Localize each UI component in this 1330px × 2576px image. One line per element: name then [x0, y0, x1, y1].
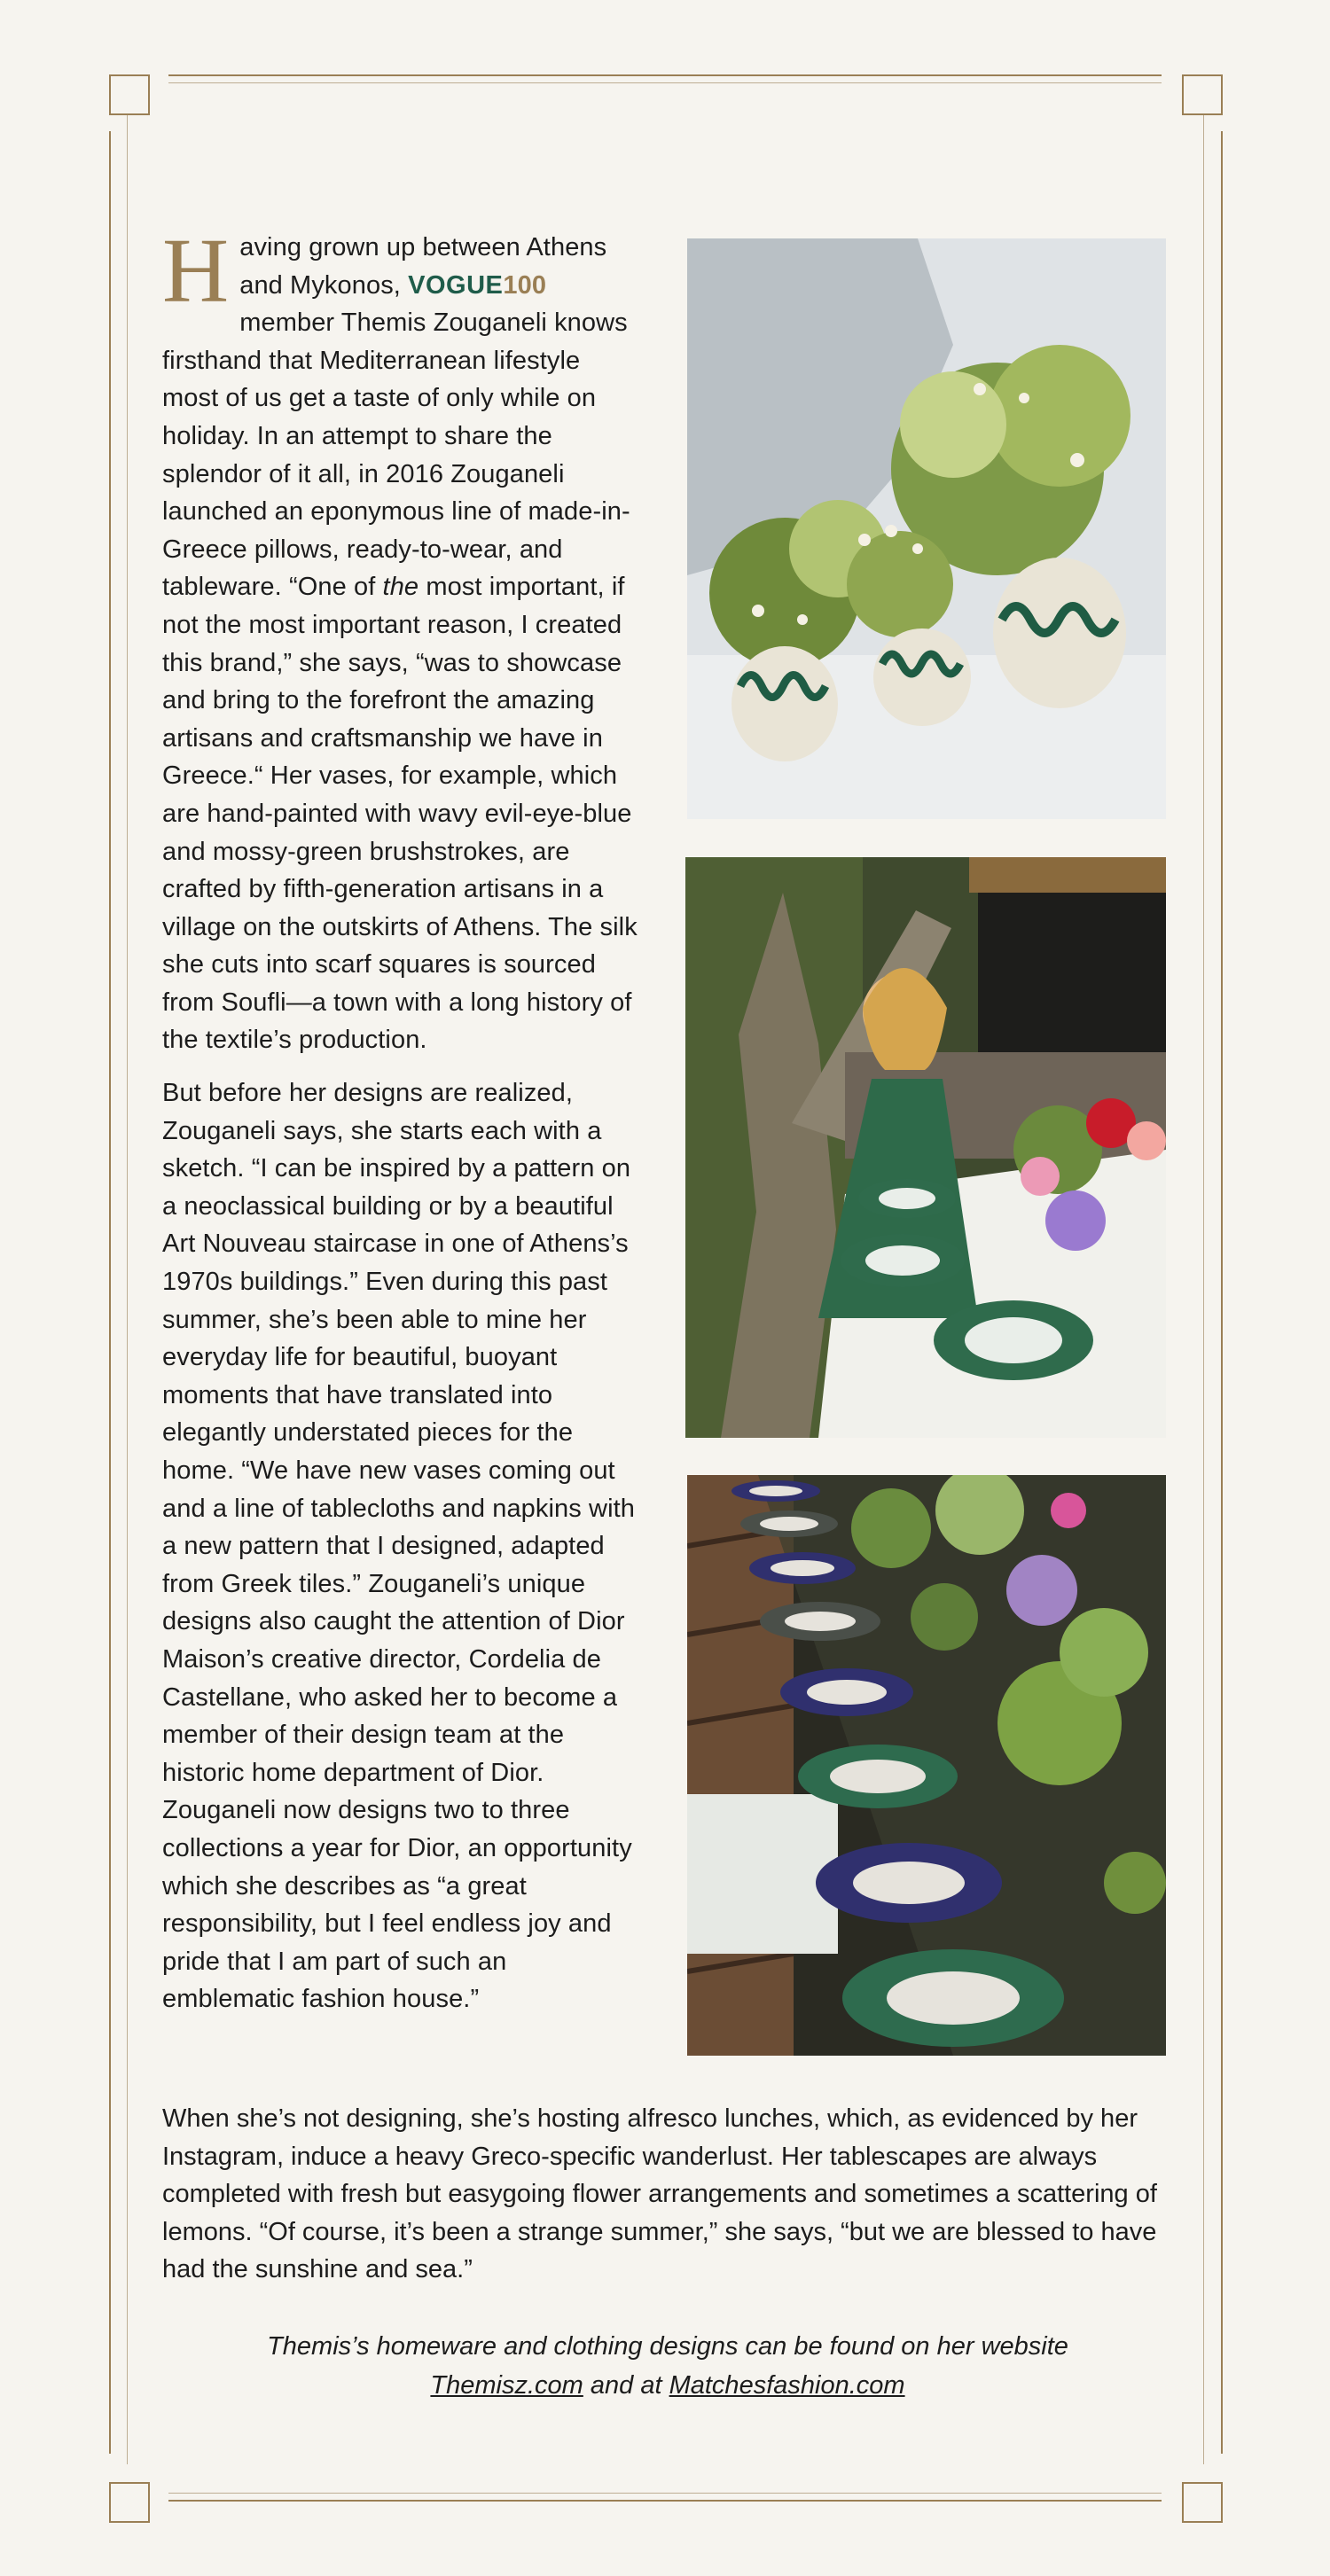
paragraph-1-lead: aving grown up between Athens and Mykonos, [239, 233, 607, 300]
article-body [162, 220, 641, 2033]
article-paragraph-1 [162, 220, 641, 1059]
paragraph-1-text-b: most important, if not the most important reason, I created this brand,” she says, “was to showcase and bring to the forefront the amazing artisans and craftsmanship we have in Greece.“ Her vases, for example, which are hand-painted with wavy evil-eye-blue and mossy-green brushstrokes, are crafted by fifth-generation artisans in a village on the outskirts of Athens. The silk she cuts into scarf squares is sourced from Soufli—a town with a long history of the textile’s production. [162, 573, 638, 1055]
paragraph-1-text-a: member Themis Zouganeli knows firsthand that Mediterranean lifestyle most of us get a taste of only while on holiday. In an attempt to share the splendor of it all, in 2016 Zouganeli launched an eponymous line of made-in-Greece pillows, ready-to-wear, and tableware. “One of [162, 308, 630, 602]
article-paragraph-3: When she’s not designing, she’s hosting alfresco lunches, which, as evidenced by her Instagram, induce a heavy Greco-specific wanderlust. Her tablescapes are always completed with fresh but easygoing flower arrangements and sometimes a scattering of lemons. “Of course, it’s been a strange summer,” she says, “but we are blessed to have had the sunshine and sea.” [162, 2104, 1157, 2284]
article-paragraph-3-container [162, 2100, 1173, 2289]
footer-note-line-1: Themis’s homeware and clothing designs can be found on her website [267, 2332, 1068, 2361]
frame-bottom-line-inner [168, 2493, 1162, 2494]
frame-corner-bottom-right [1182, 2482, 1223, 2523]
footer-and-text: and at [583, 2371, 669, 2400]
frame-bottom-line [168, 2500, 1162, 2502]
drop-cap: H [162, 220, 230, 322]
frame-corner-top-right [1182, 74, 1223, 115]
vogue-100-logo: 100 [503, 270, 547, 300]
frame-left-line-inner [127, 115, 128, 2464]
photo-vases [687, 238, 1166, 819]
article-paragraph-2: But before her designs are realized, Zouganeli says, she starts each with a sketch. “I can be inspired by a pattern on a neoclassical building or by a beautiful Art Nouveau staircase in one of Athens’s 1970s buildings.” Even during this past summer, she’s been able to mine her everyday life for beautiful, buoyant moments that have translated into elegantly understated pieces for the home. “We have new vases coming out and a line of tablecloths and napkins with a new pattern that I designed, adapted from Greek tiles.” Zouganeli’s unique designs also caught the attention of Dior Maison’s creative director, Cordelia de Castellane, who asked her to become a member of their design team at the historic home department of Dior. Zouganeli now designs two to three collections a year for Dior, an opportunity which she describes as “a great responsibility, but I feel endless joy and pride that I am part of such an emblematic fashion house.” [162, 1079, 635, 2014]
themisz-link[interactable]: Themisz.com [430, 2371, 583, 2400]
footer-note-line-2 [162, 2366, 1173, 2405]
photo-table-plates [687, 1475, 1166, 2056]
vogue-logo: VOGUE [408, 270, 504, 300]
frame-corner-top-left [109, 74, 150, 115]
paragraph-1-emphasis: the [382, 573, 419, 602]
frame-top-line [168, 74, 1162, 76]
frame-left-line [109, 131, 111, 2454]
frame-top-line-inner [168, 82, 1162, 83]
frame-corner-bottom-left [109, 2482, 150, 2523]
frame-right-line [1221, 131, 1223, 2454]
matchesfashion-link[interactable]: Matchesfashion.com [669, 2371, 905, 2400]
frame-right-line-inner [1203, 115, 1204, 2464]
footer-note [162, 2327, 1173, 2405]
photo-woman-table [685, 857, 1166, 1438]
